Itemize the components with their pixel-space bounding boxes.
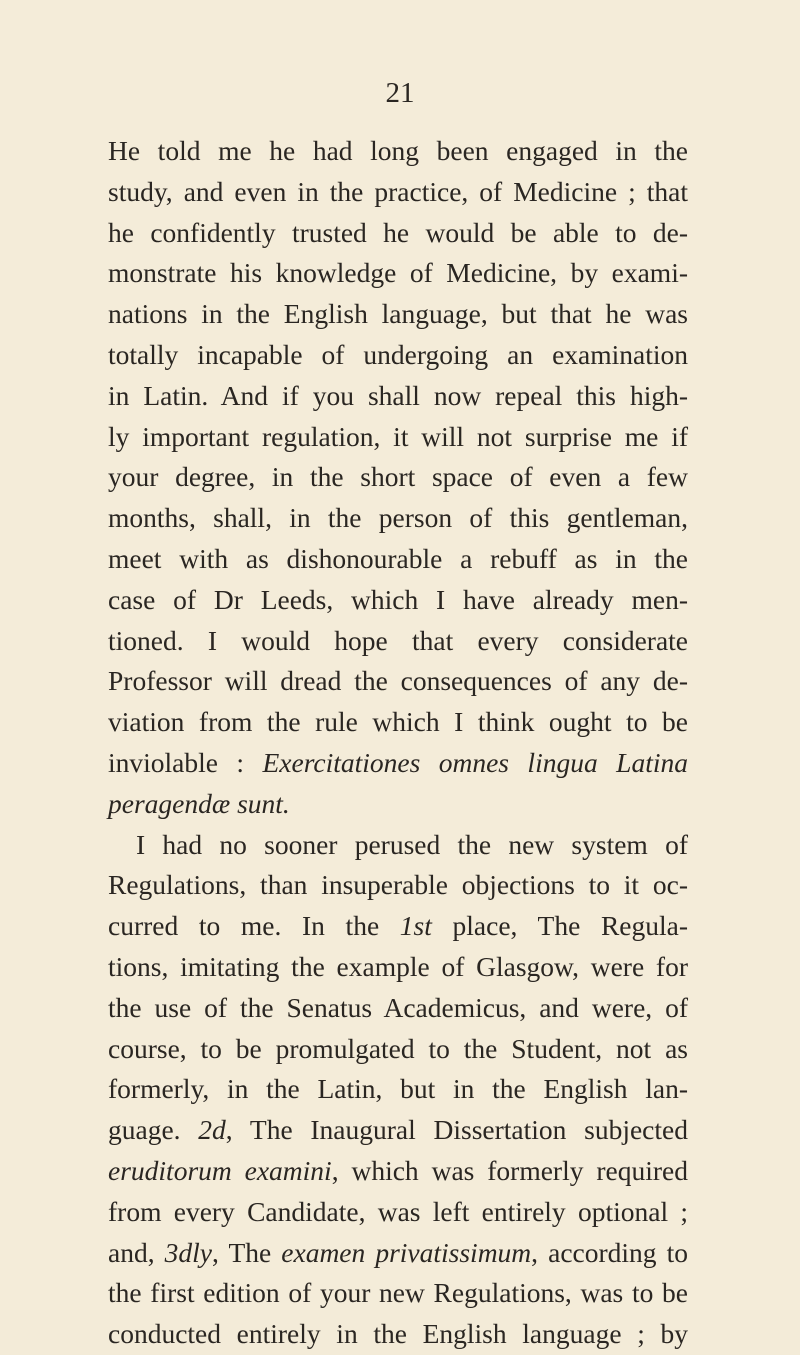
text-line: [108, 1314, 688, 1355]
text-segment: tions, imitating the example of Glasgow, were for: [108, 950, 688, 982]
text-segment: conducted entirely in the English language ; by: [108, 1318, 688, 1350]
text-line: [108, 906, 688, 947]
text-segment: case of Dr Leeds, which I have already men-: [108, 583, 688, 615]
text-line: [108, 213, 688, 254]
italic-text-segment: eruditorum examini: [108, 1154, 332, 1186]
text-line: [108, 376, 688, 417]
text-segment: , The: [212, 1236, 282, 1268]
text-segment: he confidently trusted he would be able to de-: [108, 216, 688, 248]
text-segment: meet with as dishonourable a rebuff as in the: [108, 542, 688, 574]
text-line: [108, 1192, 688, 1233]
text-line: [108, 1069, 688, 1110]
italic-text-segment: peragendæ sunt.: [108, 787, 290, 819]
text-segment: formerly, in the Latin, but in the English lan-: [108, 1073, 688, 1105]
text-line: [108, 498, 688, 539]
text-line: [108, 702, 688, 743]
italic-text-segment: 1st: [399, 910, 432, 942]
text-line: [108, 335, 688, 376]
text-segment: inviolable :: [108, 746, 263, 778]
text-line: [108, 294, 688, 335]
text-segment: totally incapable of undergoing an examination: [108, 338, 688, 370]
text-line: [108, 865, 688, 906]
text-segment: guage.: [108, 1114, 199, 1146]
text-segment: study, and even in the practice, of Medicine ; that: [108, 175, 688, 207]
text-segment: in Latin. And if you shall now repeal this high-: [108, 379, 688, 411]
text-segment: viation from the rule which I think ought to be: [108, 706, 688, 738]
text-line: [108, 1029, 688, 1070]
text-line: [108, 988, 688, 1029]
text-line: [108, 457, 688, 498]
text-segment: and,: [108, 1236, 165, 1268]
text-line: [108, 743, 688, 784]
text-segment: Regulations, than insuperable objections to it oc-: [108, 869, 688, 901]
text-segment: months, shall, in the person of this gentleman,: [108, 502, 688, 534]
text-line: [108, 784, 688, 825]
italic-text-segment: 2d: [198, 1114, 226, 1146]
body-text: [108, 131, 688, 1355]
text-line: [108, 1110, 688, 1151]
text-segment: Professor will dread the consequences of any de-: [108, 665, 688, 697]
text-segment: He told me he had long been engaged in the: [108, 135, 688, 166]
text-segment: from every Candidate, was left entirely optional ;: [108, 1195, 688, 1227]
text-segment: , according to: [531, 1236, 688, 1268]
italic-text-segment: examen privatissimum: [281, 1236, 532, 1268]
italic-text-segment: Exercitationes omnes lingua Latina: [262, 746, 688, 778]
text-segment: monstrate his knowledge of Medicine, by exami-: [108, 257, 688, 289]
text-segment: course, to be promulgated to the Student, not as: [108, 1032, 688, 1064]
text-line: [108, 417, 688, 458]
text-line: [108, 172, 688, 213]
text-line: [108, 1151, 688, 1192]
page-number: 21: [385, 77, 415, 109]
text-segment: , The Inaugural Dissertation subjected: [225, 1114, 688, 1146]
text-segment: place, The Regula-: [431, 910, 688, 942]
text-segment: your degree, in the short space of even a few: [108, 461, 688, 493]
text-line: [108, 1233, 688, 1274]
text-segment: tioned. I would hope that every considerate: [108, 624, 688, 656]
text-segment: the first edition of your new Regulations, was to be: [108, 1277, 688, 1309]
text-line: [108, 253, 688, 294]
italic-text-segment: 3dly: [164, 1236, 213, 1268]
text-segment: I had no sooner perused the new system of: [136, 828, 688, 860]
text-line: [108, 539, 688, 580]
text-line: [108, 580, 688, 621]
text-segment: nations in the English language, but that he was: [108, 298, 688, 330]
text-segment: ly important regulation, it will not surprise me if: [108, 420, 688, 452]
text-line: [108, 131, 688, 172]
text-line: [108, 661, 688, 702]
text-segment: the use of the Senatus Academicus, and were, of: [108, 991, 688, 1023]
text-line: [108, 621, 688, 662]
text-line: [108, 947, 688, 988]
text-line: [108, 825, 688, 866]
text-segment: , which was formerly required: [331, 1154, 688, 1186]
text-line: [108, 1273, 688, 1314]
text-segment: curred to me. In the: [108, 910, 400, 942]
